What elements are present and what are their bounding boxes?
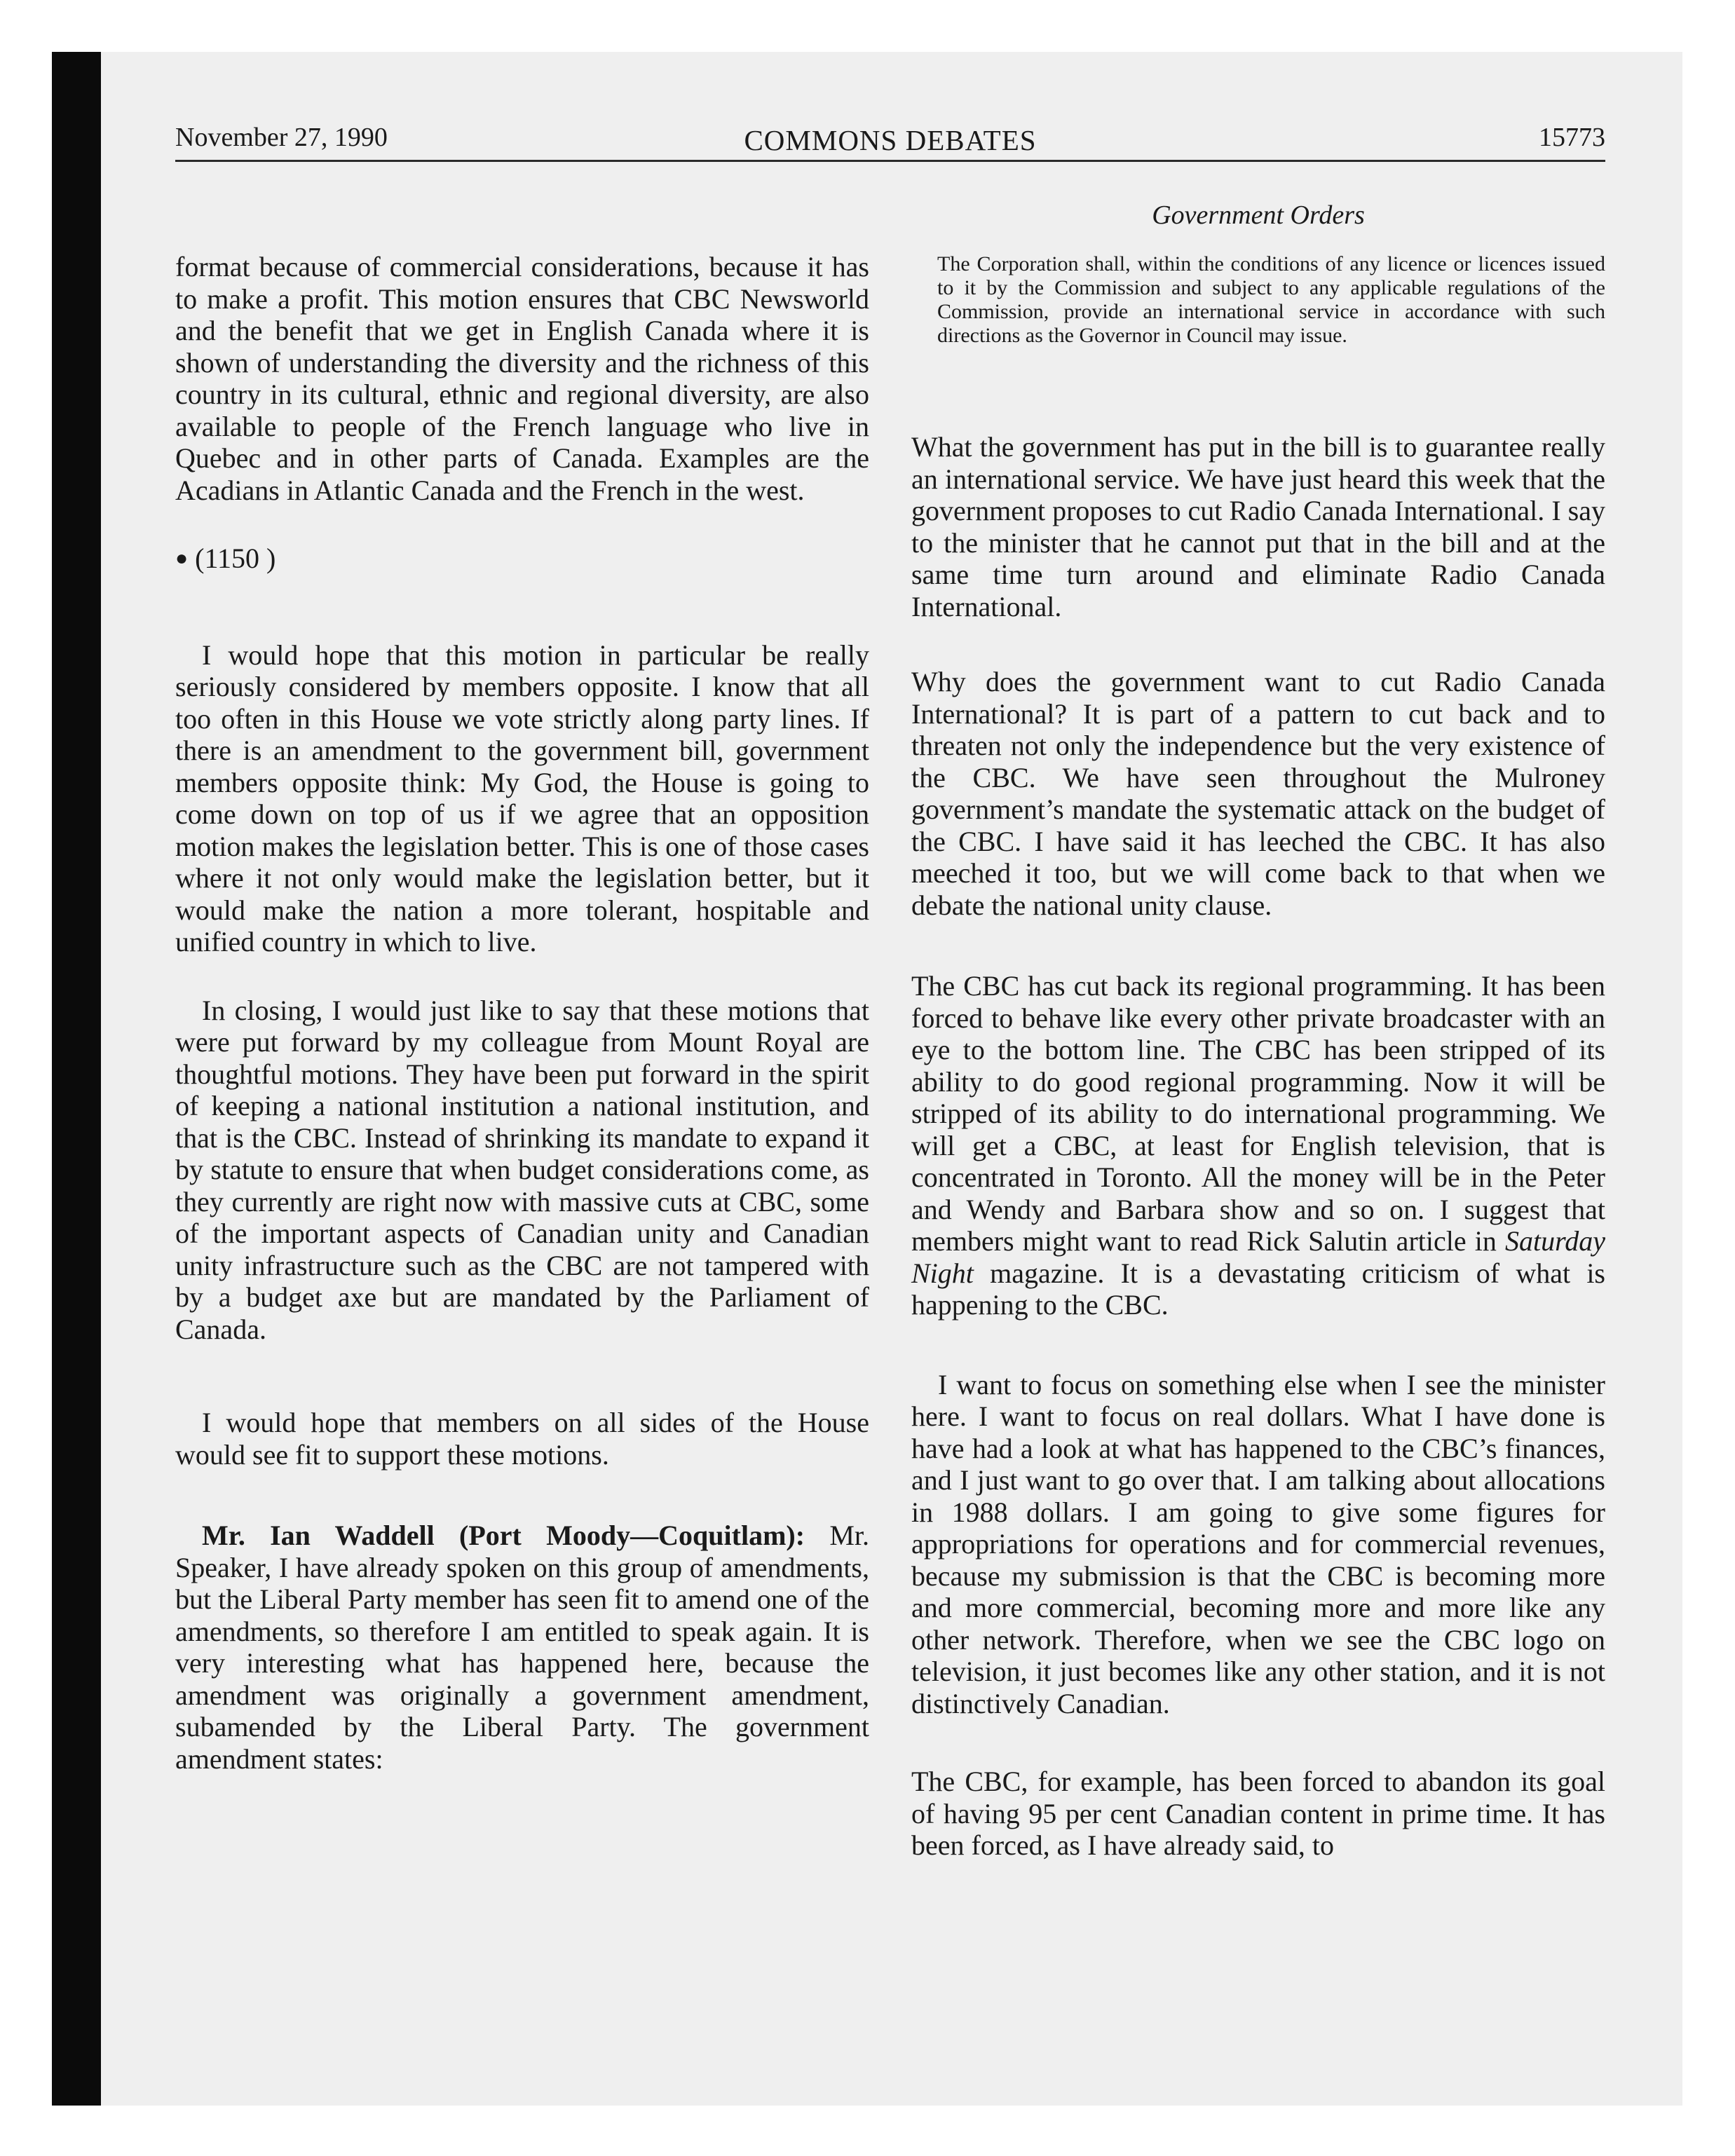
paragraph: I would hope that this motion in particular be really seriously considered by members opposite. I know that all too often in this House we vote strictly along party lines. If there is an amendment to the government bill, government members opposite think: My God, the House is going to come down on top of us if we agree that an opposition motion makes the legislation better. This is one of those cases where it not only would make the legislation better, but it would make the nation a more tolerant, hospitable and unified country in which to live. [175, 639, 869, 957]
section-label: Government Orders [1152, 200, 1365, 230]
paragraph: The CBC has cut back its regional programming. It has been forced to behave like every other private broadcaster with an eye to the bottom line. The CBC has been stripped of its ability to do good regional programming. Now it will be stripped of its ability to do international programming. We will get a CBC, at least for English television, that is concentrated in Toronto. All the money will be in the Peter and Wendy and Barbara show and so on. I suggest that members might want to read Rick Salutin article in Saturday Night magazine. It is a devastating criticism of what is happening to the CBC. [911, 970, 1605, 1321]
page-header [175, 118, 1605, 156]
header-date: November 27, 1990 [175, 123, 388, 152]
time-marker: ● (1150 ) [175, 543, 276, 574]
binding-edge [52, 52, 101, 2106]
paragraph: The CBC, for example, has been forced to abandon its goal of having 95 per cent Canadian content in prime time. It has been forced, as I have already said, to [911, 1766, 1605, 1861]
left-column [175, 251, 869, 1775]
paragraph: format because of commercial considerations, because it has to make a profit. This motion ensures that CBC Newsworld and the benefit that we get in English Canada where it is shown of understanding the diversity and the richness of this country in its cultural, ethnic and regional diversity, are also available to people of the French language who live in Quebec and in other parts of Canada. Examples are the Acadians in Atlantic Canada and the French in the west. [175, 251, 869, 506]
right-column [911, 431, 1605, 1862]
header-rule [175, 160, 1605, 162]
speaker-name: Mr. Ian Waddell (Port Moody—Coquitlam): [202, 1520, 805, 1551]
bullet-icon: ● [175, 547, 189, 570]
speech-paragraph: Mr. Ian Waddell (Port Moody—Coquitlam): Mr. Speaker, I have already spoken on this group of amendments, but the Liberal Party member has seen fit to amend one of the amendments, so therefore I am entitled to speak again. It is very interesting what has happened here, because the amendment was originally a government amendment, subamended by the Liberal Party. The government amendment states: [175, 1520, 869, 1775]
paragraph: What the government has put in the bill is to guarantee really an international service. We have just heard this week that the government proposes to cut Radio Canada International. I say to the minister that he cannot put that in the bill and at the same time turn around and eliminate Radio Canada International. [911, 431, 1605, 622]
header-title: COMMONS DEBATES [744, 124, 1037, 156]
paragraph: In closing, I would just like to say that these motions that were put forward by my colleague from Mount Royal are thoughtful motions. They have been put forward in the spirit of keeping a national institution a national institution, and that is the CBC. Instead of shrinking its mandate to expand it by statute to ensure that when budget considerations come, as they currently are right now with massive cuts at CBC, some of the important aspects of Canadian unity and Canadian unity infrastructure such as the CBC are not tampered with by a budget axe but are mandated by the Parliament of Canada. [175, 994, 869, 1345]
magazine-title: Saturday Night [911, 1225, 1605, 1289]
page-number: 15773 [1539, 123, 1605, 152]
paragraph: I would hope that members on all sides of the House would see fit to support these motions. [175, 1407, 869, 1471]
block-quote: The Corporation shall, within the conditions of any licence or licences issued to it by the Commission and subject to any applicable regulations of the Commission, provide an international service in accordance with such directions as the Governor in Council may issue. [937, 252, 1605, 347]
paragraph: Why does the government want to cut Radio Canada International? It is part of a pattern to cut back and to threaten not only the independence but the very existence of the CBC. We have seen throughout the Mulroney government’s mandate the systematic attack on the budget of the CBC. I have said it has leeched the CBC. It has also meeched it too, but we will come back to that when we debate the national unity clause. [911, 666, 1605, 921]
paragraph: I want to focus on something else when I see the minister here. I want to focus on real dollars. What I have done is have had a look at what has happened to the CBC’s finances, and I just want to go over that. I am talking about allocations in 1988 dollars. I am going to give some figures for appropriations for operations and for commercial revenues, because my submission is that the CBC is becoming more and more commercial, becoming more and more like any other network. Therefore, when we see the CBC logo on television, it just becomes like any other station, and it is not distinctively Canadian. [911, 1368, 1605, 1719]
